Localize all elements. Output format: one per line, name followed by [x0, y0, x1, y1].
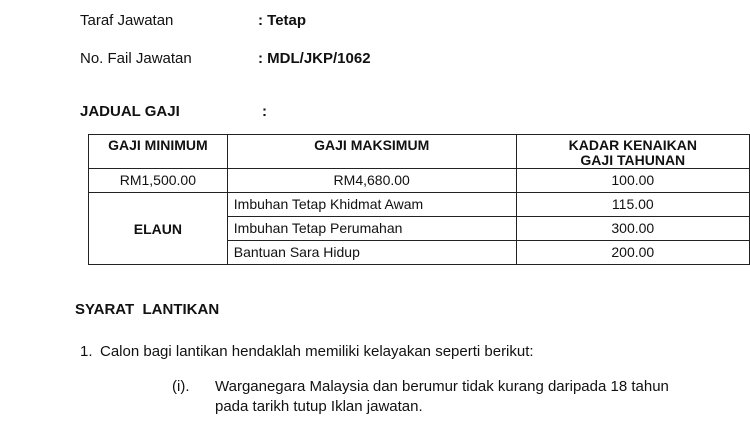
- elaun-amount: 300.00: [516, 217, 749, 241]
- table-header-row: [89, 135, 750, 169]
- elaun-label: ELAUN: [89, 193, 228, 265]
- jadual-gaji-title: JADUAL GAJI: [80, 103, 180, 120]
- elaun-amount: 115.00: [516, 193, 749, 217]
- elaun-amount: 200.00: [516, 241, 749, 265]
- syarat-lantikan-title: SYARAT LANTIKAN: [75, 301, 220, 318]
- elaun-name: Imbuhan Tetap Khidmat Awam: [227, 193, 516, 217]
- fail-jawatan-value: : MDL/JKP/1062: [258, 50, 371, 67]
- item-number: 1.: [80, 343, 93, 360]
- gaji-maksimum-value: RM4,680.00: [227, 169, 516, 193]
- gaji-minimum-value: RM1,500.00: [89, 169, 228, 193]
- table-row: [89, 169, 750, 193]
- taraf-jawatan-label: Taraf Jawatan: [80, 12, 174, 29]
- sub-item-number: (i).: [172, 378, 190, 395]
- header-gaji-maksimum: GAJI MAKSIMUM: [227, 135, 516, 169]
- table-row: [89, 193, 750, 217]
- header-kadar-kenaikan-text: KADAR KENAIKAN GAJI TAHUNAN: [568, 137, 697, 168]
- header-kadar-kenaikan: [516, 135, 749, 169]
- salary-table: [88, 134, 750, 265]
- elaun-name: Imbuhan Tetap Perumahan: [227, 217, 516, 241]
- sub-item-line-1: Warganegara Malaysia dan berumur tidak kurang daripada 18 tahun: [215, 378, 669, 395]
- taraf-jawatan-value: : Tetap: [258, 12, 307, 29]
- sub-item-line-2: pada tarikh tutup Iklan jawatan.: [215, 398, 423, 415]
- elaun-name: Bantuan Sara Hidup: [227, 241, 516, 265]
- header-gaji-minimum: GAJI MINIMUM: [89, 135, 228, 169]
- jadual-gaji-colon: :: [262, 103, 267, 120]
- kadar-kenaikan-value: 100.00: [516, 169, 749, 193]
- fail-jawatan-label: No. Fail Jawatan: [80, 50, 192, 67]
- item-text: Calon bagi lantikan hendaklah memiliki kelayakan seperti berikut:: [100, 343, 534, 360]
